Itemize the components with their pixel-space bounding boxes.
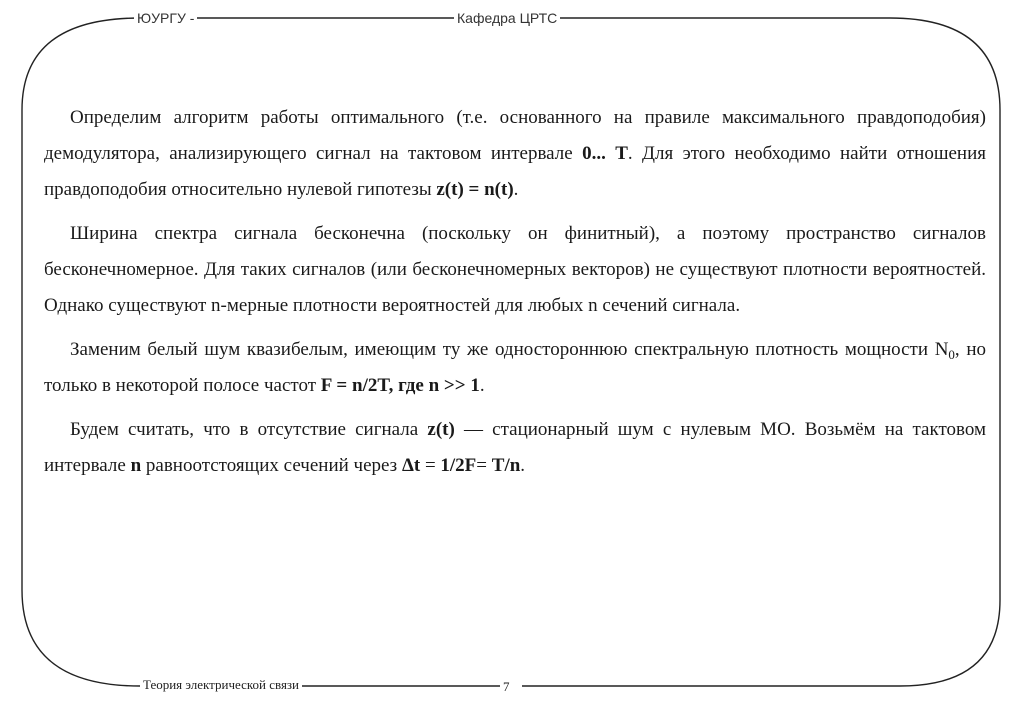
text: . — [513, 179, 519, 200]
text: . Для этого необходимо найти отношения правдоподобия относительно нулевой гипотезы — [44, 143, 986, 200]
bold-text: z(t) — [427, 419, 455, 440]
paragraph-4 — [44, 412, 986, 484]
paragraph-3 — [44, 332, 986, 404]
paragraph-1 — [44, 100, 986, 208]
bold-text: 0... T — [582, 143, 628, 164]
text: Заменим белый шум квазибелым, имеющим ту же одностороннюю спектральную плотность мощности N — [70, 339, 949, 360]
page-number: 7 — [500, 678, 522, 696]
text: . — [520, 455, 526, 476]
header-department: Кафедра ЦРТС — [454, 8, 560, 28]
text: — стационарный шум с нулевым МО. Возьмём на тактовом интервале — [44, 419, 987, 476]
text: . — [479, 375, 485, 396]
subscript: 0 — [948, 347, 955, 362]
text: = — [420, 455, 441, 476]
bold-text: F = n/2T, где n >> 1 — [320, 375, 480, 396]
slide-content — [44, 100, 986, 492]
text: Ширина спектра сигнала бесконечна (поскольку он финитный), а поэтому пространство сигналов бесконечномерное. Для таких сигналов (или бесконечномерных векторов) не существуют плотности вероятностей. Однако существуют n-мерные плотности вероятностей для любых n сечений сигнала. — [44, 223, 986, 316]
text: , но только в некоторой полосе частот — [44, 339, 986, 396]
paragraph-2 — [44, 216, 986, 324]
bold-text: 1/2F — [440, 455, 477, 476]
bold-text: Δt — [401, 455, 421, 476]
footer-course: Теория электрической связи — [140, 676, 302, 694]
header-university: ЮУРГУ - — [134, 8, 197, 28]
bold-text: T/n — [491, 455, 521, 476]
bold-text: z(t) = n(t) — [436, 179, 514, 200]
text: = — [476, 455, 492, 476]
text: Определим алгоритм работы оптимального (т.е. основанного на правиле максимального правдоподобия) демодулятора, анализирующего сигнал на тактовом интервале — [44, 107, 986, 164]
text: Будем считать, что в отсутствие сигнала — [70, 419, 428, 440]
text: равноотстоящих сечений через — [141, 455, 402, 476]
bold-text: n — [130, 455, 142, 476]
